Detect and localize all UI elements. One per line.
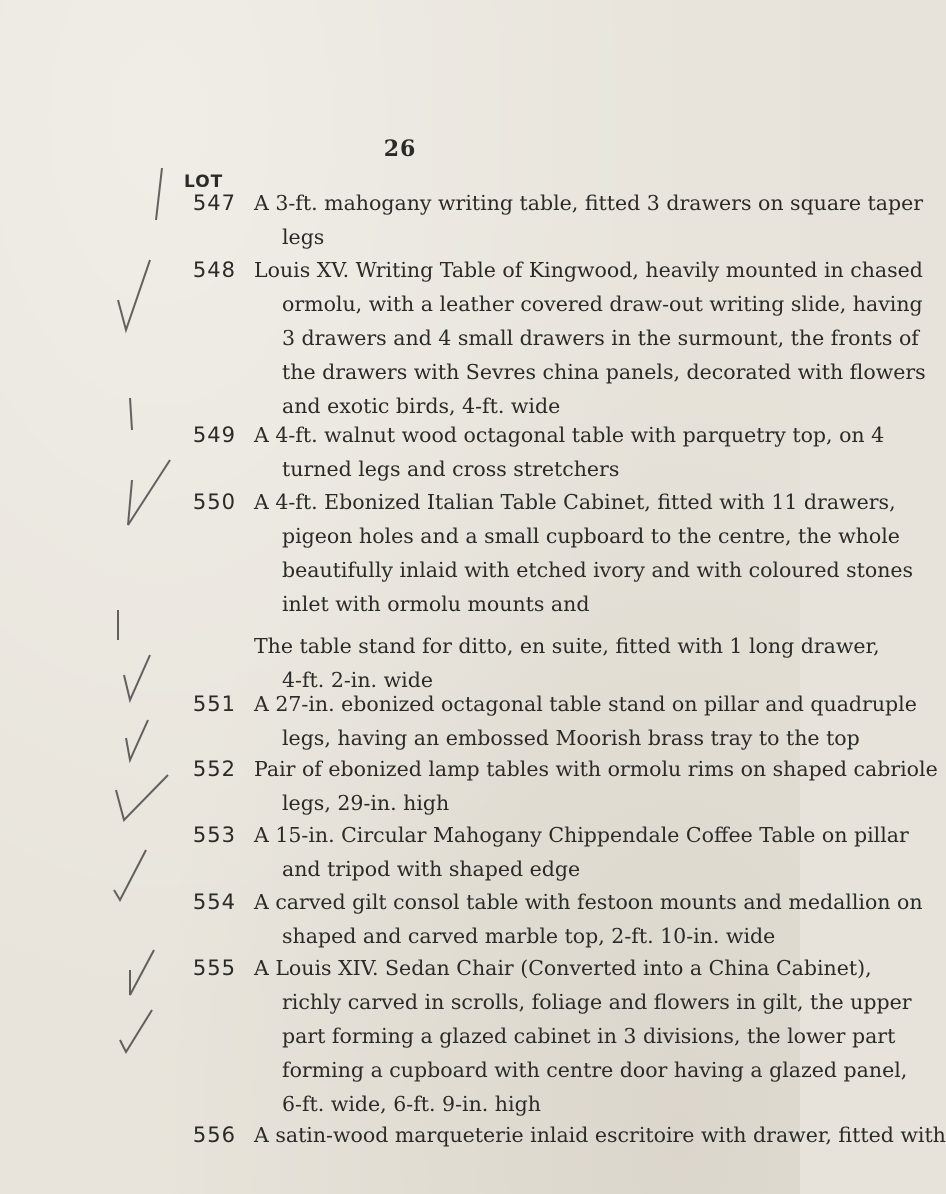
handwritten-tick-marks xyxy=(70,160,230,1060)
description-line: The table stand for ditto, en suite, fitted with 1 long drawer, xyxy=(254,634,880,658)
tick-mark xyxy=(130,950,154,995)
description-line: A 4-ft. Ebonized Italian Table Cabinet, fitted with 11 drawers, xyxy=(254,490,896,514)
tick-mark xyxy=(124,655,150,700)
lot-number: 555 xyxy=(192,956,236,980)
lot-column-heading: LOT xyxy=(184,172,224,192)
lot-number: 552 xyxy=(192,757,236,781)
lot-description xyxy=(254,687,917,755)
description-line: legs xyxy=(282,225,325,249)
description-line: ormolu, with a leather covered draw-out writing slide, having xyxy=(282,292,923,316)
lot-number: 549 xyxy=(192,423,236,447)
lot-description xyxy=(254,186,924,254)
description-line: and tripod with shaped edge xyxy=(282,857,581,881)
lot-number: 550 xyxy=(192,490,236,514)
tick-mark xyxy=(114,850,146,900)
description-line: shaped and carved marble top, 2-ft. 10-in. wide xyxy=(282,924,776,948)
lot-description xyxy=(254,752,938,820)
tick-mark xyxy=(118,260,150,330)
description-line: the drawers with Sevres china panels, decorated with flowers xyxy=(282,360,926,384)
description-line: legs, having an embossed Moorish brass tray to the top xyxy=(282,726,860,750)
tick-mark xyxy=(128,460,170,525)
tick-mark xyxy=(126,720,148,760)
description-line: A carved gilt consol table with festoon mounts and medallion on xyxy=(254,890,923,914)
lot-number: 554 xyxy=(192,890,236,914)
description-line: Louis XV. Writing Table of Kingwood, heavily mounted in chased xyxy=(254,258,923,282)
description-line: A 27-in. ebonized octagonal table stand on pillar and quadruple xyxy=(254,692,917,716)
description-line: inlet with ormolu mounts and xyxy=(282,592,590,616)
lot-number: 547 xyxy=(192,191,236,215)
lot-number: 548 xyxy=(192,258,236,282)
lot-description xyxy=(254,253,926,423)
lot-number: 551 xyxy=(192,692,236,716)
lot-number: 556 xyxy=(192,1123,236,1147)
description-line: legs, 29-in. high xyxy=(282,791,450,815)
description-line: A 15-in. Circular Mahogany Chippendale Coffee Table on pillar xyxy=(254,823,909,847)
description-line: beautifully inlaid with etched ivory and with coloured stones xyxy=(282,558,914,582)
lot-number: 553 xyxy=(192,823,236,847)
page-number: 26 xyxy=(383,136,417,162)
description-line: pigeon holes and a small cupboard to the centre, the whole xyxy=(282,524,900,548)
description-line: 3 drawers and 4 small drawers in the surmount, the fronts of xyxy=(282,326,919,350)
description-line: Pair of ebonized lamp tables with ormolu rims on shaped cabriole xyxy=(254,757,938,781)
description-line: 6-ft. wide, 6-ft. 9-in. high xyxy=(282,1092,541,1116)
description-line: part forming a glazed cabinet in 3 divisions, the lower part xyxy=(282,1024,896,1048)
lot-description xyxy=(254,485,914,697)
description-line: forming a cupboard with centre door having a glazed panel, xyxy=(282,1058,908,1082)
description-line: turned legs and cross stretchers xyxy=(282,457,620,481)
tick-mark xyxy=(120,1010,152,1052)
lot-description xyxy=(254,818,909,886)
lot-description xyxy=(254,885,923,953)
tick-mark xyxy=(116,775,168,820)
lot-description xyxy=(254,1118,946,1152)
description-line: and exotic birds, 4-ft. wide xyxy=(282,394,561,418)
description-line: A 3-ft. mahogany writing table, fitted 3 drawers on square taper xyxy=(254,191,924,215)
description-line: 4-ft. 2-in. wide xyxy=(282,668,433,692)
tick-mark xyxy=(130,398,132,430)
lot-description xyxy=(254,951,912,1121)
description-line: A Louis XIV. Sedan Chair (Converted into a China Cabinet), xyxy=(254,956,872,980)
description-line: A 4-ft. walnut wood octagonal table with parquetry top, on 4 xyxy=(254,423,885,447)
lot-description xyxy=(254,418,885,486)
description-line: richly carved in scrolls, foliage and flowers in gilt, the upper xyxy=(282,990,912,1014)
description-line: A satin-wood marqueterie inlaid escritoire with drawer, fitted with xyxy=(254,1123,946,1147)
tick-mark xyxy=(156,168,162,220)
